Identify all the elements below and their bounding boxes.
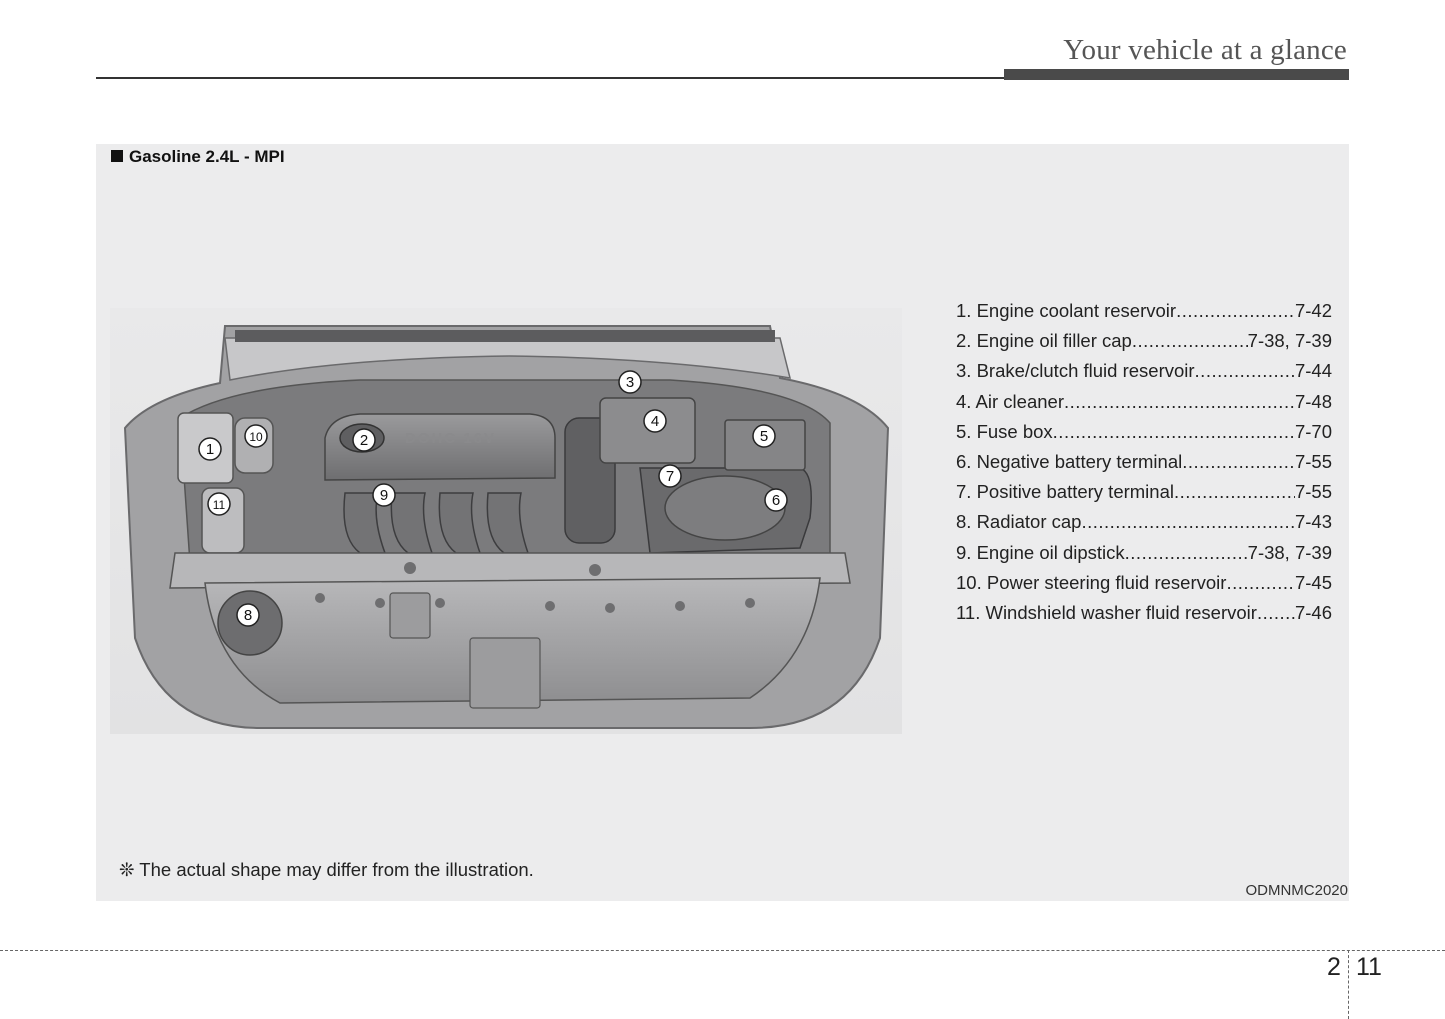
- callout-1: [199, 438, 221, 460]
- legend-page-ref: 7-46: [1294, 601, 1332, 623]
- legend-page-ref: 7-38, 7-39: [1247, 541, 1332, 563]
- leader-dots: [1125, 542, 1248, 564]
- callout-9: [373, 484, 395, 506]
- svg-text:3: 3: [625, 374, 635, 391]
- legend-page-ref: 7-45: [1294, 571, 1332, 593]
- svg-text:1: 1: [205, 441, 215, 458]
- page-header-title: Your vehicle at a glance: [1063, 34, 1347, 66]
- leader-dots: [1081, 511, 1295, 533]
- legend-item: [956, 330, 1332, 360]
- component-legend: [956, 300, 1332, 632]
- legend-label: 9. Engine oil dipstick: [956, 541, 1125, 563]
- legend-label: 2. Engine oil filler cap: [956, 330, 1132, 352]
- legend-page-ref: 7-70: [1294, 420, 1332, 442]
- leader-dots: [1132, 330, 1248, 352]
- legend-item: [956, 572, 1332, 602]
- legend-item: [956, 360, 1332, 390]
- legend-item: [956, 451, 1332, 481]
- legend-label: 10. Power steering fluid reservoir: [956, 571, 1227, 593]
- header-tab-bar: [1004, 69, 1349, 80]
- leader-dots: [1064, 391, 1295, 413]
- callout-8: [237, 604, 259, 626]
- leader-dots: [1182, 451, 1295, 473]
- leader-dots: [1174, 481, 1295, 503]
- svg-text:2: 2: [359, 432, 369, 449]
- square-bullet-icon: [111, 150, 123, 162]
- legend-item: [956, 421, 1332, 451]
- legend-label: 1. Engine coolant reservoir: [956, 300, 1177, 321]
- header-rule: [96, 77, 1006, 79]
- legend-label: 5. Fuse box: [956, 420, 1053, 442]
- svg-text:8: 8: [243, 607, 253, 624]
- svg-text:4: 4: [650, 413, 660, 430]
- legend-page-ref: 7-48: [1294, 390, 1332, 412]
- callout-2: [353, 429, 375, 451]
- engine-compartment-illustration: [110, 308, 902, 734]
- callout-5: [753, 425, 775, 447]
- leader-dots: [1226, 572, 1295, 594]
- leader-dots: [1053, 421, 1295, 443]
- svg-text:10: 10: [249, 430, 263, 444]
- legend-page-ref: 7-55: [1294, 481, 1332, 503]
- callout-4: [644, 410, 666, 432]
- section-title: [111, 147, 285, 167]
- svg-text:11: 11: [212, 498, 226, 512]
- callout-7: [659, 465, 681, 487]
- leader-dots: [1176, 300, 1295, 322]
- legend-item: [956, 300, 1332, 330]
- illustration-note: ❊ The actual shape may differ from the illustration.: [119, 859, 534, 880]
- footer-divider: [0, 950, 1445, 951]
- legend-item: [956, 481, 1332, 511]
- legend-page-ref: 7-43: [1294, 511, 1332, 533]
- callout-3: [619, 371, 641, 393]
- svg-text:7: 7: [665, 468, 675, 485]
- chapter-number: 2: [1327, 953, 1341, 981]
- legend-label: 4. Air cleaner: [956, 390, 1064, 412]
- legend-label: 3. Brake/clutch fluid reservoir: [956, 360, 1195, 382]
- legend-label: 11. Windshield washer fluid reservoir: [956, 601, 1257, 623]
- engine-cover-label: DOHC 16V: [405, 430, 497, 447]
- legend-item: [956, 511, 1332, 541]
- svg-text:5: 5: [759, 428, 769, 445]
- leader-dots: [1257, 602, 1295, 624]
- page-number: 11: [1356, 953, 1382, 981]
- legend-item: [956, 602, 1332, 632]
- section-title-text: Gasoline 2.4L - MPI: [129, 147, 285, 166]
- legend-label: 6. Negative battery terminal: [956, 450, 1183, 472]
- legend-item: [956, 542, 1332, 572]
- leader-dots: [1195, 360, 1295, 382]
- callout-11: [208, 493, 230, 515]
- legend-label: 7. Positive battery terminal: [956, 481, 1174, 503]
- callout-10: [245, 425, 267, 447]
- svg-text:6: 6: [771, 492, 781, 509]
- legend-label: 8. Radiator cap: [956, 511, 1082, 533]
- page-number-divider: [1348, 950, 1349, 1019]
- callout-6: [765, 489, 787, 511]
- svg-text:9: 9: [379, 487, 389, 504]
- image-code: ODMNMC2020: [1245, 882, 1348, 899]
- legend-item: [956, 391, 1332, 421]
- legend-page-ref: 7-42: [1294, 300, 1332, 321]
- legend-page-ref: 7-55: [1294, 450, 1332, 472]
- legend-page-ref: 7-44: [1294, 360, 1332, 382]
- legend-page-ref: 7-38, 7-39: [1247, 330, 1332, 352]
